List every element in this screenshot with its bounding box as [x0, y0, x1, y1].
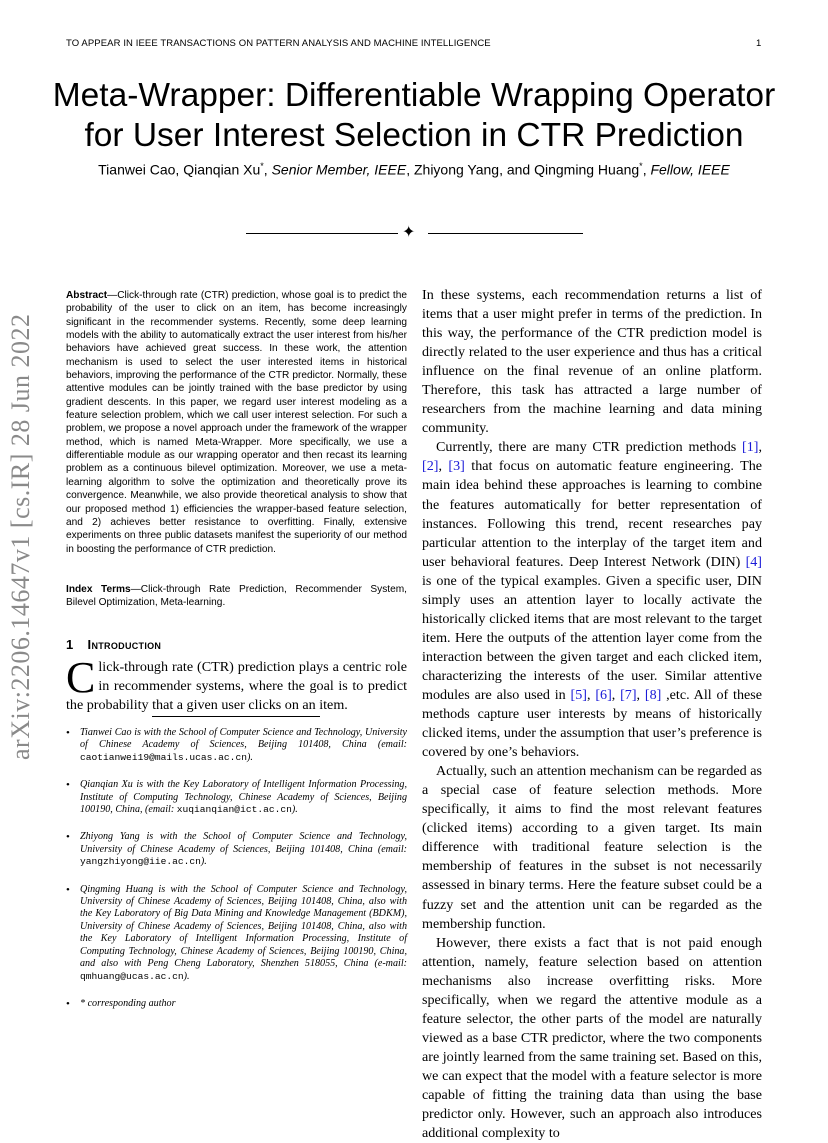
footnote-end: ).: [246, 751, 253, 763]
body-text: ,: [758, 439, 762, 456]
arxiv-identifier-stamp: arXiv:2206.14647v1 [cs.IR] 28 Jun 2022: [6, 313, 35, 760]
footnote-text: Qingming Huang is with the School of Computer Science and Technology, University of Chinese Academy of Sciences, Beijing 101408, China, also with the Key Laboratory of Big Data Mining and Knowledge Management (BDKM), University of Chinese Academy of Sciences, Beijing 101408, China, also with the Key Laboratory of Intelligent Information Processing, Institute of Computing Technology, Chinese Academy of Sciences, Beijing 100190, China, and also with Peng Cheng Laboratory, Shenzhen 518055, China (e-mail:: [80, 883, 407, 970]
title-line-1: Meta-Wrapper: Differentiable Wrapping Operator: [52, 77, 776, 114]
section-number: 1: [66, 637, 74, 652]
footnote-item: [66, 998, 407, 1010]
citation-link[interactable]: [2]: [422, 458, 439, 475]
footnote-item: [66, 779, 407, 816]
body-text: ,: [636, 686, 645, 703]
body-paragraph: [422, 438, 762, 762]
footnote-item: [66, 727, 407, 764]
drop-cap: C: [66, 653, 96, 702]
intro-paragraph: [66, 653, 407, 715]
divider-ornament-icon: ✦: [402, 222, 416, 241]
index-terms-text: —Click-through Rate Prediction, Recommender System, Bilevel Optimization, Meta-learning.: [66, 584, 407, 609]
index-terms: [66, 583, 407, 610]
citation-link[interactable]: [4]: [745, 553, 762, 570]
body-text: ,: [611, 686, 621, 703]
citation-link[interactable]: [5]: [570, 686, 587, 703]
author-text: , Zhiyong Yang, and Qingming Huang: [406, 161, 640, 178]
footnote-email: caotianwei19@mails.ucas.ac.cn: [80, 751, 247, 763]
footnote-email: qmhuang@ucas.ac.cn: [80, 970, 184, 982]
abstract-label: Abstract: [66, 290, 108, 301]
citation-link[interactable]: [6]: [595, 686, 612, 703]
author-list: [0, 161, 828, 178]
author-sep: ,: [263, 161, 272, 178]
footnote-text: * corresponding author: [80, 997, 176, 1009]
author-text: Tianwei Cao, Qianqian Xu: [98, 161, 261, 178]
divider-line-left: [246, 233, 398, 234]
body-text: Currently, there are many CTR prediction methods: [436, 439, 743, 456]
abstract: [66, 289, 407, 556]
body-text: ,: [438, 458, 449, 475]
running-head: TO APPEAR IN IEEE TRANSACTIONS ON PATTERN ANALYSIS AND MACHINE INTELLIGENCE: [66, 38, 491, 49]
footnote-end: ).: [291, 804, 298, 816]
paper-title: [0, 76, 828, 156]
author-sep: ,: [642, 161, 651, 178]
footnote-item: [66, 831, 407, 868]
abstract-text: —Click-through rate (CTR) prediction, whose goal is to predict the probability of the user to click on an item, has become increasingly significant in the recommender systems. Recently, some deep learning models with the ability to automatically extract the user interest from his/her behaviors have achieved great success. In these work, the attention mechanism is used to select the user interested items in historical behaviors, improving the performance of the CTR predictor. Normally, these attentive modules can be jointly trained with the base predictor by using gradient descents. In this paper, we regard user interest modeling as a feature selection problem, which we call user interest selection. For such a problem, we propose a novel approach under the framework of the wrapper method, which is named Meta-Wrapper. More specifically, we use a differentiable module as our wrapping operator and then recast its learning problem as a continuous bilevel optimization. Moreover, we use a meta-learning algorithm to solve the optimization and theoretically prove its convergence. Meanwhile, we also provide theoretical analysis to show that our proposed method 1) efficiencies the wrapper-based feature selection, and 2) achieves better resistance to overfitting. Finally, extensive experiments on three public datasets manifest the superiority of our method in boosting the performance of CTR prediction.: [66, 290, 407, 555]
body-paragraph: In these systems, each recommendation returns a list of items that a user might prefer in terms of the prediction. In this way, the performance of the CTR prediction model is directly related to the user experience and thus has a critical influence on the final revenue of an online platform. Therefore, this task has attracted a large number of researchers from the machine learning and data mining community.: [422, 287, 762, 437]
author-role: Fellow, IEEE: [650, 161, 730, 178]
body-text: that focus on automatic feature engineering. The main idea behind these approaches is learning to combine the features automatically for better representation of instances. Following this trend, recent researches pay particular attention to the interplay of the target item and user behavioral features. Deep Interest Network (DIN): [422, 458, 763, 570]
index-terms-label: Index Terms: [66, 584, 131, 595]
footnote-rule: [152, 716, 320, 717]
citation-link[interactable]: [8]: [644, 686, 662, 703]
author-role: Senior Member, IEEE: [271, 161, 407, 178]
corresponding-mark: *: [639, 161, 643, 171]
footnote-text: Zhiyong Yang is with the School of Computer Science and Technology, University of Chinese Academy of Sciences, Beijing 101408, China (email:: [80, 831, 407, 855]
footnote-email: xuqianqian@ict.ac.cn: [176, 804, 292, 816]
body-paragraph: Actually, such an attention mechanism can be regarded as a special case of feature selection methods. More specifically, it aims to find the most relevant features (clicked items) according to a given target. Its main difference with traditional feature selection is the membership of features in the subset is not necessarily assessed in binary terms. Here the feature subset could be a fuzzy set and the attention unit can be regarded as the membership function.: [422, 763, 762, 932]
citation-link[interactable]: [3]: [448, 458, 465, 475]
body-text: is one of the typical examples. Given a specific user, DIN simply uses an attention layer to locally activate the historically clicked items that are most relevant to the target item. Here the outputs of the attention layer come from the interaction between the given target and each clicked item, characterizing the interests of the user. Similar attentive modules are also used in: [422, 572, 762, 703]
footnote-end: ).: [200, 856, 207, 868]
citation-link[interactable]: [1]: [742, 439, 759, 456]
page-number: 1: [756, 38, 762, 49]
body-text: ,etc. All of these methods capture user interests by means of historically clicked items, under the assumption that user’s preference is covered by one’s behaviors.: [422, 686, 762, 761]
citation-link[interactable]: [7]: [620, 686, 637, 703]
corresponding-mark: *: [260, 161, 264, 171]
footnotes: [66, 727, 407, 1025]
section-title: Introduction: [87, 637, 162, 652]
divider-line-right: [428, 233, 583, 234]
footnote-email: yangzhiyong@iie.ac.cn: [80, 856, 201, 868]
body-paragraph: However, there exists a fact that is not paid enough attention, namely, feature selection based on attention mechanisms also increase overfitting risks. More specifically, when we regard the attentive module as a feature selector, the other parts of the model are naturally viewed as a base CTR predictor, where the two components are jointly learned from the same training set. Based on this, we can expect that the model with a feature selector is more capable of fitting the training data than using the base predictor only. However, such an approach also introduces additional complexity to: [422, 934, 762, 1142]
body-text: ,: [586, 686, 596, 703]
section-heading: [66, 637, 161, 652]
intro-text: lick-through rate (CTR) prediction plays a centric role in recommender systems, where the goal is to predict the probability that a given user clicks on an item.: [66, 659, 407, 713]
footnote-text: Qianqian Xu is with the Key Laboratory of Intelligent Information Processing, Institute of Computing Technology, Chinese Academy of Sciences, Beijing 100190, China, (email:: [80, 779, 407, 816]
footnote-item: [66, 884, 407, 983]
footnote-text: Tianwei Cao is with the School of Computer Science and Technology, University of Chinese Academy of Sciences, Beijing 101408, China (email:: [80, 727, 407, 751]
footnote-end: ).: [183, 970, 190, 982]
title-line-2: for User Interest Selection in CTR Prediction: [84, 117, 744, 154]
right-column: [422, 286, 762, 1143]
